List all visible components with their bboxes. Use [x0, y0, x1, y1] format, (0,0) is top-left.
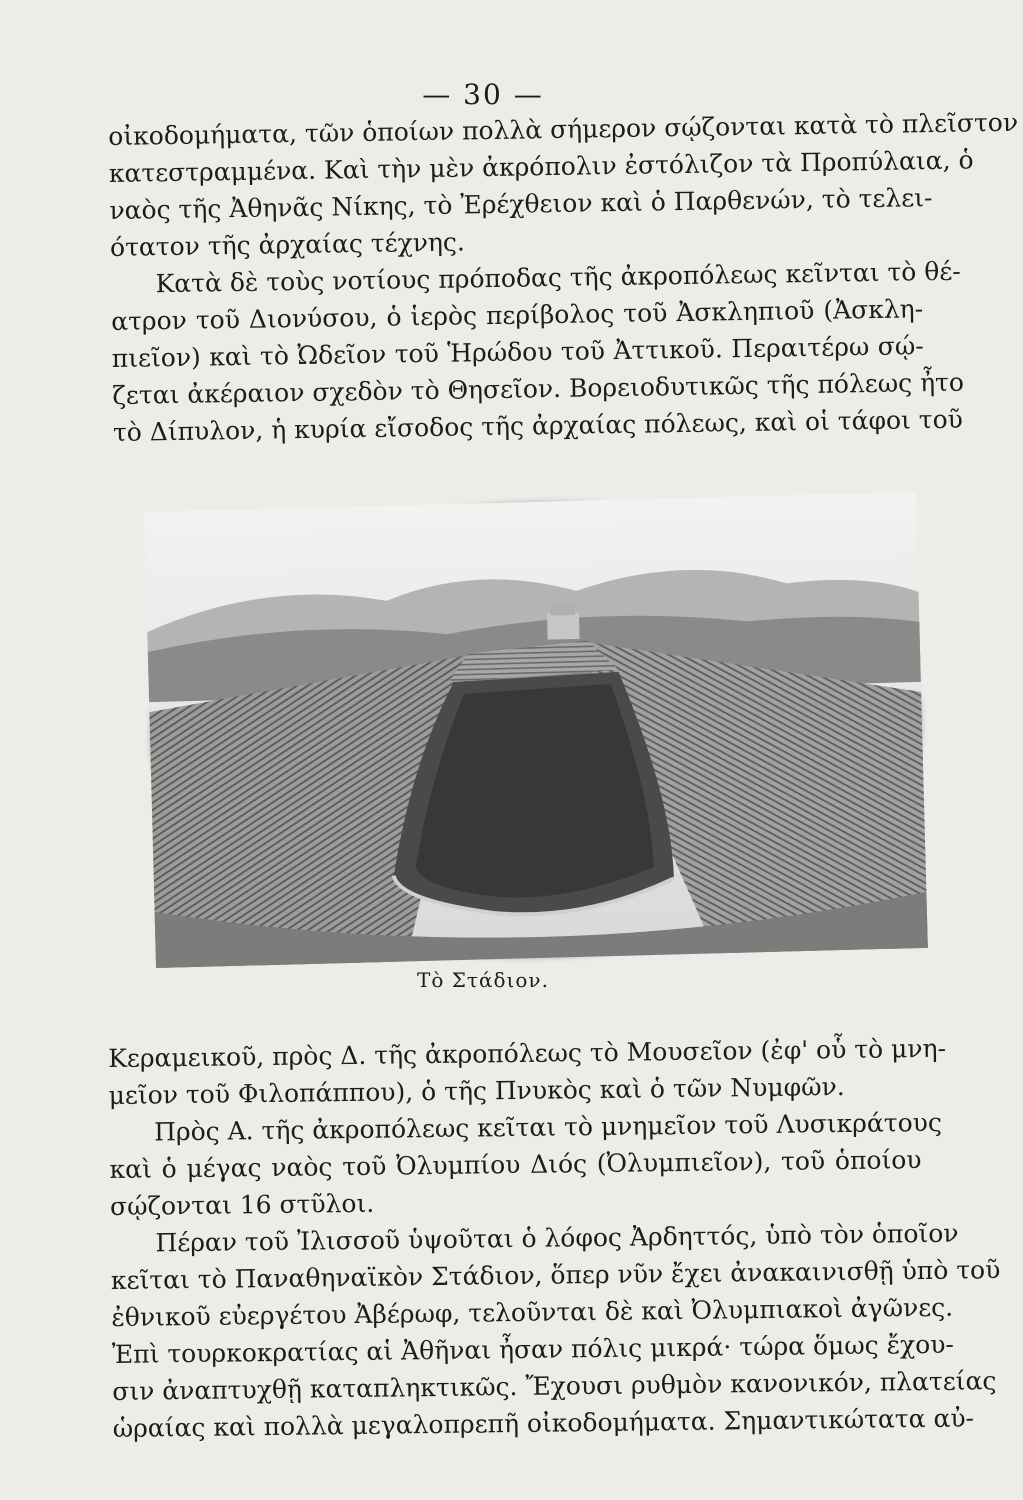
page-number: — 30 — [422, 78, 544, 111]
text-line: τὸ Δίπυλον, ἡ κυρία εἴσοδος τῆς ἀρχαίας πόλεως, καὶ οἱ τάφοι τοῦ [112, 404, 964, 447]
text-line: οἰκοδομήματα, τῶν ὁποίων πολλὰ σήμερον σῴζονται κατὰ τὸ πλεῖστον [108, 107, 1019, 151]
text-block-top [108, 105, 1019, 451]
text-line: καὶ ὁ μέγας ναὸς τοῦ Ὀλυμπίου Διός (Ὀλυμπιεῖον), τοῦ ὁποίου [109, 1145, 922, 1184]
text-line: Κεραμεικοῦ, πρὸς Δ. τῆς ἀκροπόλεως τὸ Μουσεῖον (ἐφ' οὗ τὸ μνη- [108, 1033, 947, 1073]
text-line: ότατον τῆς ἀρχαίας τέχνης. [109, 227, 466, 262]
photo-caption: Τὸ Στάδιον. [417, 968, 549, 992]
text-line: σῴζονται 16 στῦλοι. [109, 1188, 375, 1221]
text-line: ατρον τοῦ Διονύσου, ὁ ἱερὸς περίβολος τοῦ Ἀσκληπιοῦ (Ἀσκλη- [110, 294, 924, 336]
text-line: ἐθνικοῦ εὐεργέτου Ἀβέρωφ, τελοῦνται δὲ καὶ Ὀλυμπιακοὶ ἀγῶνες. [111, 1292, 954, 1332]
text-line: ζεται ἀκέραιον σχεδὸν τὸ Θησεῖον. Βορειοδυτικῶς τῆς πόλεως ἦτο [112, 367, 965, 410]
text-line: μεῖον τοῦ Φιλοπάππου), ὁ τῆς Πνυκὸς καὶ ὁ τῶν Νυμφῶν. [108, 1072, 845, 1110]
text-line: σιν ἀναπτυχθῇ καταπληκτικῶς. Ἔχουσι ρυθμὸν κανονικόν, πλατείας [112, 1366, 997, 1406]
stadium-photo [144, 492, 928, 968]
stadium-illustration [144, 492, 928, 968]
text-line: κατεστραμμένα. Καὶ τὴν μὲν ἀκρόπολιν ἐστόλιζον τὰ Προπύλαια, ὁ [108, 145, 974, 188]
text-line: ναὸς τῆς Ἀθηνᾶς Νίκης, τὸ Ἐρέχθειον καὶ ὁ Παρθενών, τὸ τελει- [109, 183, 933, 225]
text-line: Ἐπὶ τουρκοκρατίας αἱ Ἀθῆναι ἦσαν πόλις μικρά· τώρα ὅμως ἔχου- [111, 1329, 955, 1369]
text-line: ὡραίας καὶ πολλὰ μεγαλοπρεπῆ οἰκοδομήματα. Σημαντικώτατα αὐ- [112, 1403, 975, 1443]
text-block-bottom [108, 1030, 1001, 1447]
text-line: Πέραν τοῦ Ἰλισσοῦ ὑψοῦται ὁ λόφος Ἀρδηττός, ὑπὸ τὸν ὁποῖον [155, 1218, 959, 1258]
text-line: κεῖται τὸ Παναθηναϊκὸν Στάδιον, ὅπερ νῦν ἔχει ἀνακαινισθῇ ὑπὸ τοῦ [110, 1255, 1001, 1295]
text-line: πιεῖον) καὶ τὸ Ὠδεῖον τοῦ Ἡρώδου τοῦ Ἀττικοῦ. Περαιτέρω σῴ- [111, 331, 924, 373]
text-line: Πρὸς Α. τῆς ἀκροπόλεως κεῖται τὸ μνημεῖον τοῦ Λυσικράτους [153, 1107, 943, 1147]
text-line: Κατὰ δὲ τοὺς νοτίους πρόποδας τῆς ἀκροπόλεως κεῖνται τὸ θέ- [155, 256, 961, 299]
